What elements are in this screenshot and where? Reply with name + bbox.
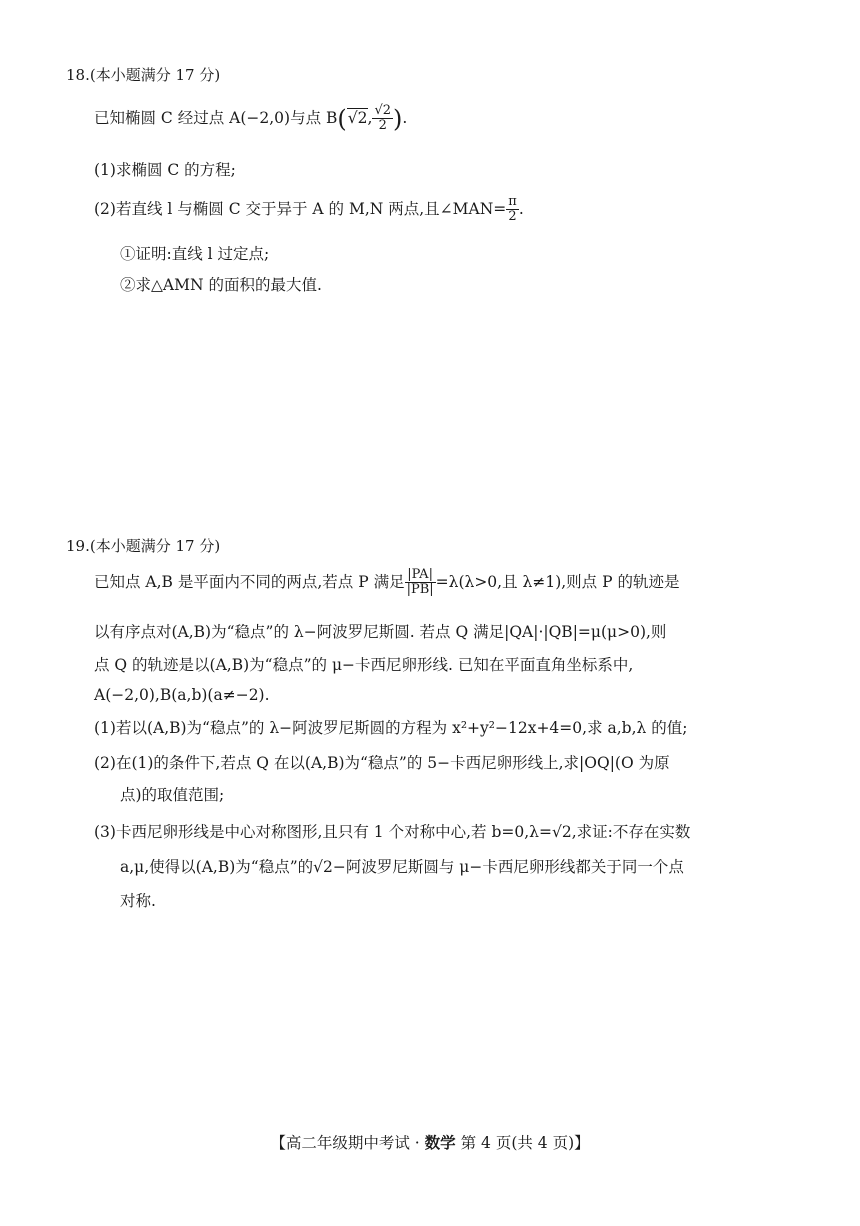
question-18-part-2: (2)若直线 l 与椭圆 C 交于异于 A 的 M,N 两点,且∠MAN= $\frac{\pi}{2}$ .	[94, 194, 524, 225]
question-19-line-1	[94, 568, 679, 598]
question-19-part-3-line-2: a,μ,使得以(A,B)为“稳点”的√2−阿波罗尼斯圆与 μ−卡西尼卵形线都关于同一个点	[120, 858, 684, 876]
angle-fraction	[506, 195, 519, 225]
line-1-prefix: 已知点 A,B 是平面内不同的两点,若点 P 满足	[94, 572, 405, 591]
b-y-fraction	[372, 104, 393, 134]
angle-numerator: π	[508, 194, 517, 209]
ratio-fraction	[405, 568, 436, 598]
question-18-part-1: (1)求椭圆 C 的方程;	[94, 161, 236, 179]
stem-text: 已知椭圆 C 经过点 A(−2,0)与点 B	[94, 108, 338, 127]
footer-subject: 数学	[424, 1133, 456, 1152]
b-x-coordinate: √2	[347, 108, 368, 127]
part-2-text: (2)若直线 l 与椭圆 C 交于异于 A 的 M,N 两点,且∠MAN=	[94, 199, 507, 218]
line-1-suffix: =λ(λ>0,且 λ≠1),则点 P 的轨迹是	[435, 572, 680, 591]
question-18-sub-1: ①证明:直线 l 过定点;	[120, 245, 270, 263]
question-19-header: 19.(本小题满分 17 分)	[66, 537, 221, 555]
ratio-denominator: |PB|	[406, 582, 434, 598]
footer-suffix: 第 4 页(共 4 页)】	[455, 1134, 590, 1152]
left-paren: (	[337, 104, 347, 133]
question-19-part-2-line-2: 点)的取值范围;	[120, 786, 225, 804]
right-paren: )	[393, 104, 403, 133]
question-19-part-3-line-3: 对称.	[120, 892, 156, 910]
angle-denominator: 2	[508, 209, 517, 225]
b-y-numerator: √2	[374, 103, 392, 118]
page-footer	[0, 1131, 860, 1153]
question-18-sub-2: ②求△AMN 的面积的最大值.	[120, 276, 322, 294]
question-19-part-1: (1)若以(A,B)为“稳点”的 λ−阿波罗尼斯圆的方程为 x²+y²−12x+4=0,求 a,b,λ 的值;	[94, 719, 688, 737]
question-19-line-3: 点 Q 的轨迹是以(A,B)为“稳点”的 μ−卡西尼卵形线. 已知在平面直角坐标系中,	[94, 656, 634, 674]
question-18-header: 18.(本小题满分 17 分)	[66, 66, 221, 84]
question-19-line-4: A(−2,0),B(a,b)(a≠−2).	[94, 686, 270, 704]
question-19-part-2-line-1: (2)在(1)的条件下,若点 Q 在以(A,B)为“稳点”的 5−卡西尼卵形线上,求|OQ|(O 为原	[94, 754, 670, 772]
question-19-line-2: 以有序点对(A,B)为“稳点”的 λ−阿波罗尼斯圆. 若点 Q 满足|QA|·|QB|=μ(μ>0),则	[94, 623, 667, 641]
ratio-numerator: |PA|	[405, 568, 436, 583]
footer-prefix: 【高二年级期中考试 ·	[270, 1134, 425, 1152]
b-y-denominator: 2	[378, 118, 387, 134]
question-18-stem: 已知椭圆 C 经过点 A(−2,0)与点 B(√2, $\frac{√2}{2}$ ).	[94, 103, 408, 134]
question-19-part-3-line-1: (3)卡西尼卵形线是中心对称图形,且只有 1 个对称中心,若 b=0,λ=√2,求证:不存在实数	[94, 823, 691, 841]
